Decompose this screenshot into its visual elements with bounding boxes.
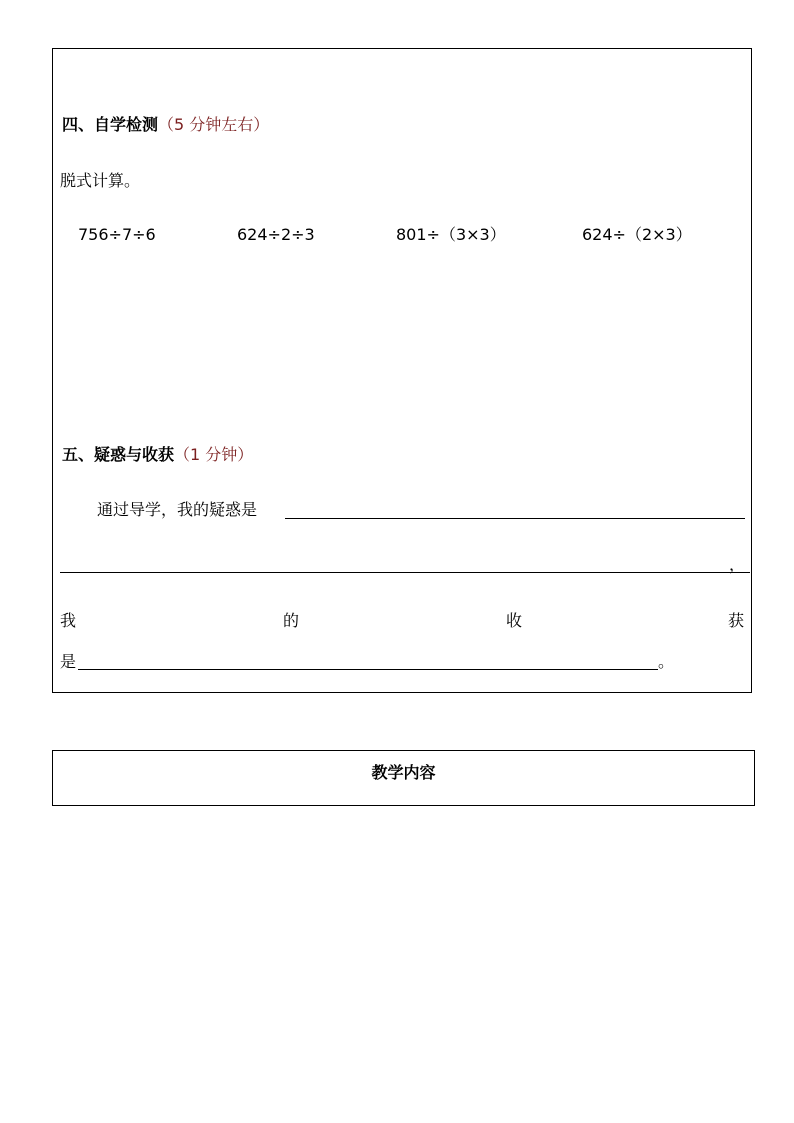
doubt-answer-line-1[interactable] [285,518,745,519]
harvest-char-2: 的 [283,611,300,630]
harvest-char-4: 获 [728,611,745,630]
harvest-period: 。 [658,652,675,671]
doubt-comma: ， [729,555,746,574]
teaching-content-header: 教学内容 [371,763,436,782]
section4-instruction: 脱式计算。 [60,171,141,190]
self-study-box [52,48,752,693]
problem-1: 756÷7÷6 [78,225,156,244]
harvest-answer-line[interactable] [78,669,658,670]
section4-time-note: （5 分钟左右） [158,115,270,134]
problem-3: 801÷（3×3） [396,225,506,244]
section5-heading [62,445,253,465]
section5-time-note: （1 分钟） [174,445,254,464]
problem-2: 624÷2÷3 [237,225,315,244]
problem-4: 624÷（2×3） [582,225,692,244]
section5-title: 五、疑惑与收获 [62,445,175,464]
doubt-answer-line-2[interactable] [60,572,750,573]
section4-heading [62,115,269,135]
doubt-prompt: 通过导学，我的疑惑是 [97,500,258,519]
harvest-char-1: 我 [60,611,77,630]
harvest-char-3: 收 [506,611,523,630]
harvest-continuation: 是 [60,652,77,671]
section4-title: 四、自学检测 [62,115,159,134]
teaching-content-table [52,750,755,806]
